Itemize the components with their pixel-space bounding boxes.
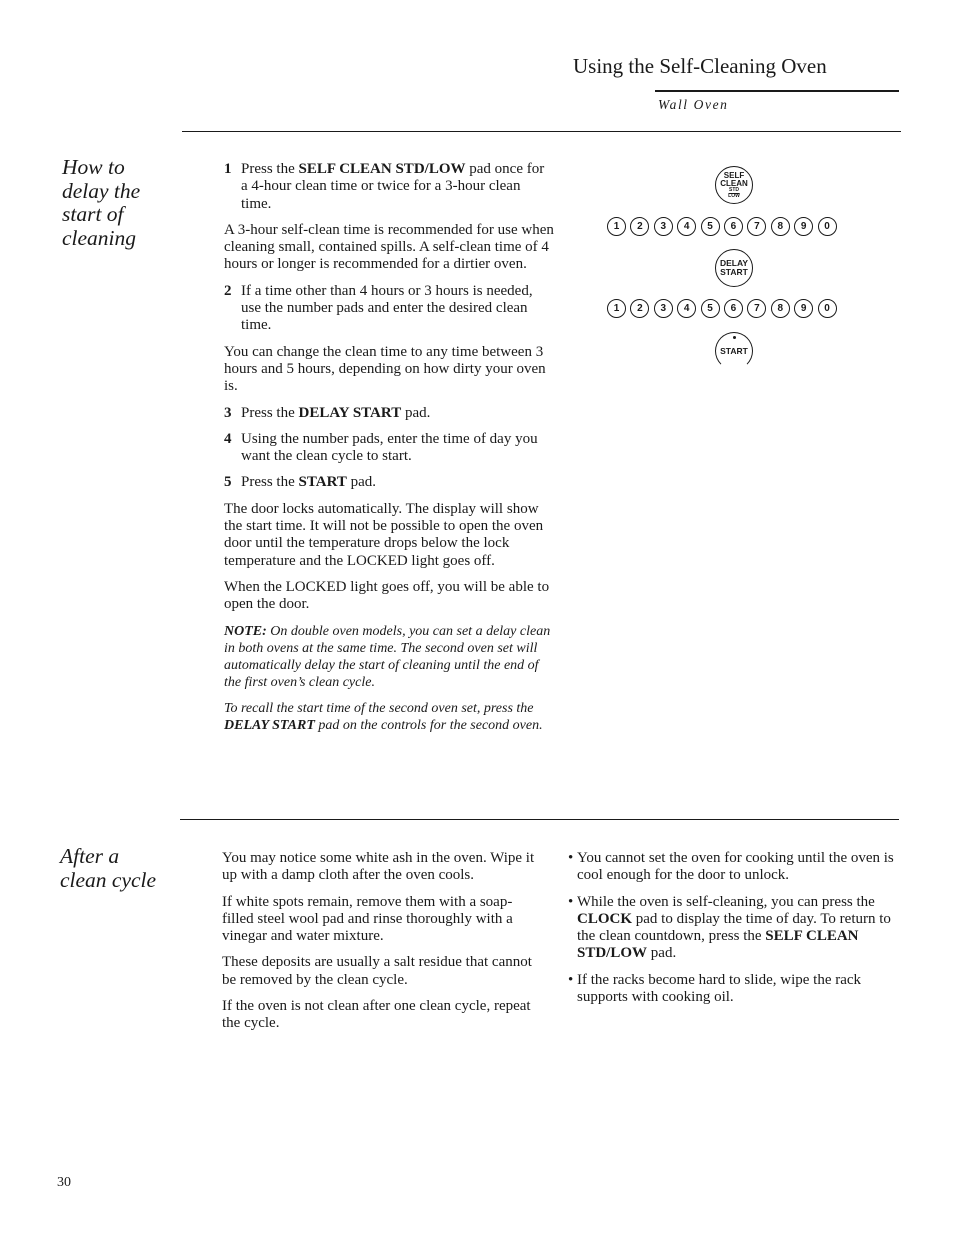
number-pads-row-1 — [607, 217, 837, 236]
number-pad-5: 5 — [701, 299, 720, 318]
number-pad-4: 4 — [677, 217, 696, 236]
delay-clean-instructions — [224, 161, 554, 743]
number-pad-2: 2 — [630, 217, 649, 236]
door-lock-paragraph: The door locks automatically. The display will show the start time. It will not be possible to open the oven door until the temperature drops below the lock temperature and the LOCKED light goes off. — [224, 500, 544, 569]
after-clean-left-column — [222, 850, 542, 1042]
number-pad-9: 9 — [794, 299, 813, 318]
after-clean-heading: After a clean cycle — [60, 844, 157, 892]
ash-paragraph: You may notice some white ash in the oven. Wipe it up with a damp cloth after the oven cools. — [222, 850, 535, 884]
start-indicator-dot — [733, 336, 736, 339]
header-rule — [655, 90, 899, 92]
number-pad-1: 1 — [607, 217, 626, 236]
page-number: 30 — [57, 1175, 71, 1190]
number-pad-6: 6 — [724, 299, 743, 318]
list-item: • If the racks become hard to slide, wipe the rack supports with cooking oil. — [568, 971, 862, 1006]
section-divider-middle — [180, 819, 899, 820]
step-1: 1 Press the SELF CLEAN STD/LOW pad once for a 4-hour clean time or twice for a 3-hour clean time. — [224, 161, 545, 212]
list-item: • You cannot set the oven for cooking until the oven is cool enough for the door to unlock. — [568, 850, 894, 884]
page-subtitle: Wall Oven — [658, 97, 729, 112]
section-divider-top — [182, 131, 901, 132]
double-oven-note: NOTE: On double oven models, you can set a delay clean in both ovens at the same time. The second oven set will automatically delay the start of cleaning until the end of the first oven’s clean cycle. — [224, 623, 551, 690]
step-4: 4 Using the number pads, enter the time of day you want the clean cycle to start. — [224, 430, 538, 465]
step-3: 3 Press the DELAY START pad. — [224, 404, 431, 421]
number-pad-3: 3 — [654, 217, 673, 236]
white-spots-paragraph: If white spots remain, remove them with a soap-filled steel wool pad and rinse thoroughly with a vinegar and water mixture. — [222, 893, 513, 945]
number-pad-1: 1 — [607, 299, 626, 318]
step-5: 5 Press the START pad. — [224, 474, 377, 491]
number-pad-0: 0 — [818, 217, 837, 236]
recall-note: To recall the start time of the second oven set, press the DELAY START pad on the controls for the second oven. — [224, 700, 543, 733]
number-pad-7: 7 — [747, 299, 766, 318]
deposits-paragraph: These deposits are usually a salt residue that cannot be removed by the clean cycle. — [222, 954, 532, 988]
number-pad-4: 4 — [677, 299, 696, 318]
step-2: 2 If a time other than 4 hours or 3 hours is needed, use the number pads and enter the desired clean time. — [224, 282, 533, 334]
number-pad-8: 8 — [771, 299, 790, 318]
number-pad-2: 2 — [630, 299, 649, 318]
repeat-paragraph: If the oven is not clean after one clean cycle, repeat the cycle. — [222, 998, 531, 1032]
number-pad-0: 0 — [818, 299, 837, 318]
start-pad-icon: START — [715, 332, 753, 370]
after-clean-right-column — [568, 850, 898, 1015]
delay-start-pad-icon: DELAY START — [715, 249, 753, 287]
step-1-detail: A 3-hour self-clean time is recommended for use when cleaning small, contained spills. A self-clean time of 4 hours or longer is recommended for a dirtier oven. — [224, 221, 554, 273]
number-pad-6: 6 — [724, 217, 743, 236]
list-item: • While the oven is self-cleaning, you can press the CLOCK pad to display the time of day. To return to the clean countdown, press the SELF CLEAN STD/LOW pad. — [568, 893, 891, 962]
number-pads-row-2 — [607, 299, 837, 318]
number-pad-3: 3 — [654, 299, 673, 318]
locked-light-paragraph: When the LOCKED light goes off, you will be able to open the door. — [224, 578, 550, 613]
number-pad-9: 9 — [794, 217, 813, 236]
number-pad-8: 8 — [771, 217, 790, 236]
clean-time-paragraph: You can change the clean time to any time between 3 hours and 5 hours, depending on how dirty your oven is. — [224, 343, 546, 395]
page-title: Using the Self-Cleaning Oven — [573, 54, 827, 78]
self-clean-pad-icon: SELF CLEAN STD LOW — [715, 166, 753, 204]
number-pad-5: 5 — [701, 217, 720, 236]
delay-clean-heading: How to delay the start of cleaning — [62, 155, 141, 250]
number-pad-7: 7 — [747, 217, 766, 236]
